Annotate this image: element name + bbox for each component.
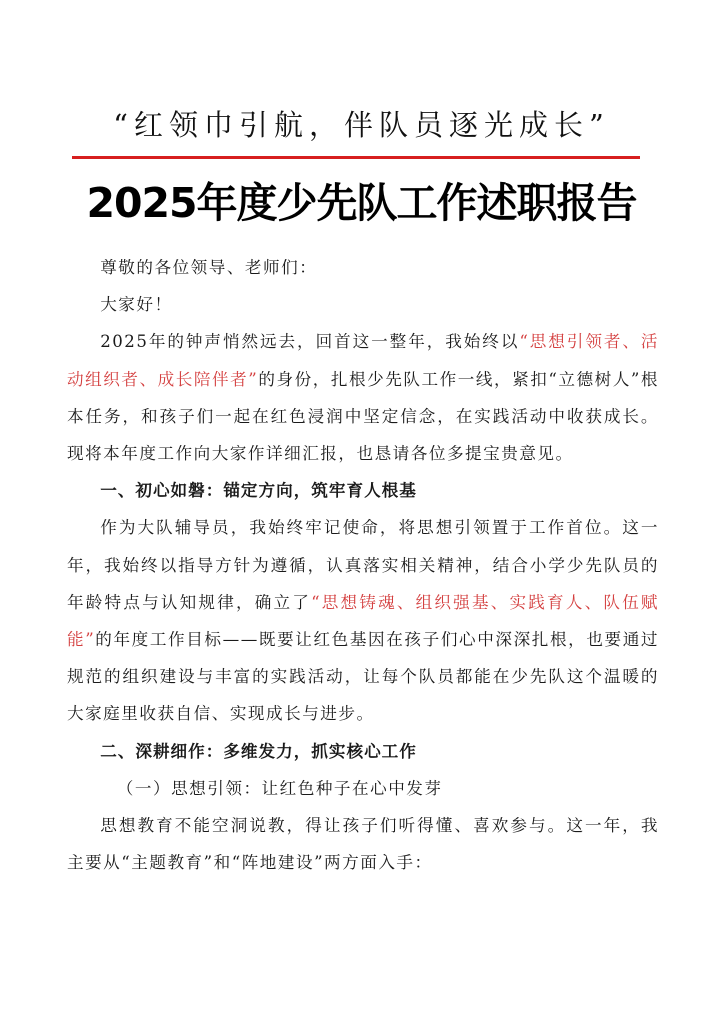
document-body (67, 249, 659, 881)
intro-text-2: 的身份，扎根少先队工作一线，紧扣“立德树人”根本任务，和孩子们一起在红色浸润中坚定信念，在实践活动中收获成长。现将本年度工作向大家作详细汇报，也恳请各位多提宝贵意见。 (67, 369, 660, 464)
section-2-paragraph: 思想教育不能空洞说教，得让孩子们听得懂、喜欢参与。这一年，我主要从“主题教育”和“阵地建设”两方面入手： (67, 816, 659, 873)
document-subtitle: “红领巾引航，伴队员逐光成长” (113, 108, 610, 142)
section-1-text-1: 作为大队辅导员，我始终牢记使命，将思想引领置于工作首位。这一年，我始终以指导方针为遵循，认真落实相关精神，结合小学少先队员的年龄特点与认知规律，确立了 (67, 518, 659, 612)
intro-text-1: 2025年的钟声悄然远去，回首这一整年，我始终以 (100, 332, 520, 352)
section-1-highlight: “思想铸魂、组织强基、实践育人、队伍赋能” (67, 592, 660, 650)
intro-highlight: “思想引领者、活动组织者、成长陪伴者” (67, 332, 659, 389)
section-2-subheading-1: （一）思想引领：让红色种子在心中发芽 (116, 778, 443, 798)
section-2-heading: 二、深耕细作：多维发力，抓实核心工作 (100, 741, 417, 761)
section-1-heading: 一、初心如磐：锚定方向，筑牢育人根基 (100, 481, 417, 501)
document-title: 2025年度少先队工作述职报告 (86, 179, 637, 227)
intro-paragraph (67, 323, 659, 472)
section-1-paragraph (67, 509, 659, 732)
salutation: 尊敬的各位领导、老师们： (100, 258, 318, 277)
greeting: 大家好！ (100, 295, 173, 315)
red-divider-line (72, 156, 640, 159)
section-1-text-2: 的年度工作目标——既要让红色基因在孩子们心中深深扎根，也要通过规范的组织建设与丰富的实践活动，让每个队员都能在少先队这个温暖的大家庭里收获自信、实现成长与进步。 (67, 630, 660, 724)
